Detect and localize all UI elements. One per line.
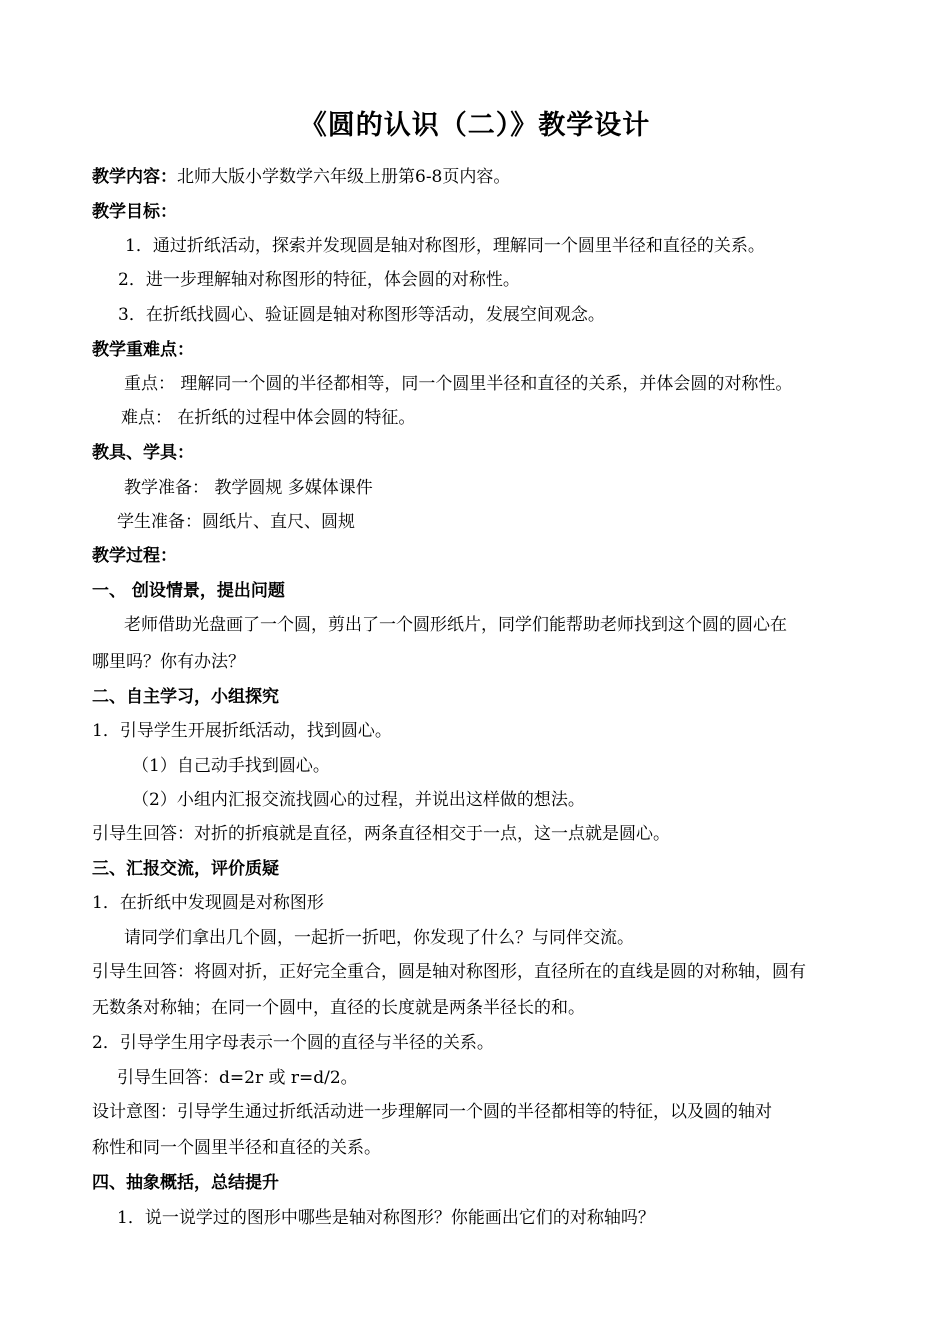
objectives-label: 教学目标： [92, 202, 177, 222]
design-intent-line-1: 设计意图：引导学生通过折纸活动进一步理解同一个圆的半径都相等的特征，以及圆的轴对 [92, 1102, 772, 1122]
section-2-sub-1: （1）自己动手找到圆心。 [132, 756, 330, 776]
section-3-heading: 三、汇报交流，评价质疑 [92, 859, 279, 879]
objective-item-2: 2．进一步理解轴对称图形的特征，体会圆的对称性。 [118, 270, 520, 290]
design-intent-line-2: 称性和同一个圆里半径和直径的关系。 [92, 1138, 381, 1158]
key-points-label: 教学重难点： [92, 340, 194, 360]
teaching-content-text: 北师大版小学数学六年级上册第6-8页内容。 [177, 167, 511, 187]
section-2-answer: 引导生回答：对折的折痕就是直径，两条直径相交于一点，这一点就是圆心。 [92, 824, 670, 844]
student-preparation: 学生准备：圆纸片、直尺、圆规 [117, 512, 355, 532]
teaching-content-label: 教学内容： [92, 167, 177, 187]
objective-item-3: 3．在折纸找圆心、验证圆是轴对称图形等活动，发展空间观念。 [118, 305, 605, 325]
teacher-preparation: 教学准备： 教学圆规 多媒体课件 [124, 478, 373, 498]
key-point-focus: 重点： 理解同一个圆的半径都相等，同一个圆里半径和直径的关系，并体会圆的对称性。 [124, 374, 793, 394]
section-3-answer-line-2: 无数条对称轴；在同一个圆中，直径的长度就是两条半径长的和。 [92, 998, 585, 1018]
section-3-answer-line-1: 引导生回答：将圆对折，正好完全重合，圆是轴对称图形，直径所在的直线是圆的对称轴，圆有 [92, 962, 806, 982]
section-2-step-1: 1．引导学生开展折纸活动，找到圆心。 [92, 721, 392, 741]
section-4-heading: 四、抽象概括，总结提升 [92, 1173, 279, 1193]
key-point-difficulty: 难点： 在折纸的过程中体会圆的特征。 [121, 408, 416, 428]
section-1-heading: 一、 创设情景，提出问题 [92, 581, 285, 601]
teaching-content-line [92, 165, 510, 189]
process-label: 教学过程： [92, 546, 177, 566]
document-title: 《圆的认识（二）》教学设计 [299, 110, 651, 141]
section-4-step-1: 1．说一说学过的图形中哪些是轴对称图形？你能画出它们的对称轴吗？ [117, 1208, 655, 1228]
section-3-prompt: 请同学们拿出几个圆，一起折一折吧，你发现了什么？与同伴交流。 [124, 928, 634, 948]
section-3-step-1: 1．在折纸中发现圆是对称图形 [92, 893, 324, 913]
section-3-answer-2: 引导生回答：d=2r 或 r=d/2。 [117, 1068, 358, 1088]
section-2-heading: 二、自主学习，小组探究 [92, 687, 279, 707]
section-1-paragraph-line-1: 老师借助光盘画了一个圆，剪出了一个圆形纸片，同学们能帮助老师找到这个圆的圆心在 [124, 615, 787, 635]
tools-label: 教具、学具： [92, 443, 194, 463]
section-3-step-2: 2．引导学生用字母表示一个圆的直径与半径的关系。 [92, 1033, 494, 1053]
objective-item-1: 1．通过折纸活动，探索并发现圆是轴对称图形，理解同一个圆里半径和直径的关系。 [125, 236, 765, 256]
section-1-paragraph-line-2: 哪里吗？你有办法？ [92, 652, 245, 672]
section-2-sub-2: （2）小组内汇报交流找圆心的过程，并说出这样做的想法。 [132, 790, 585, 810]
